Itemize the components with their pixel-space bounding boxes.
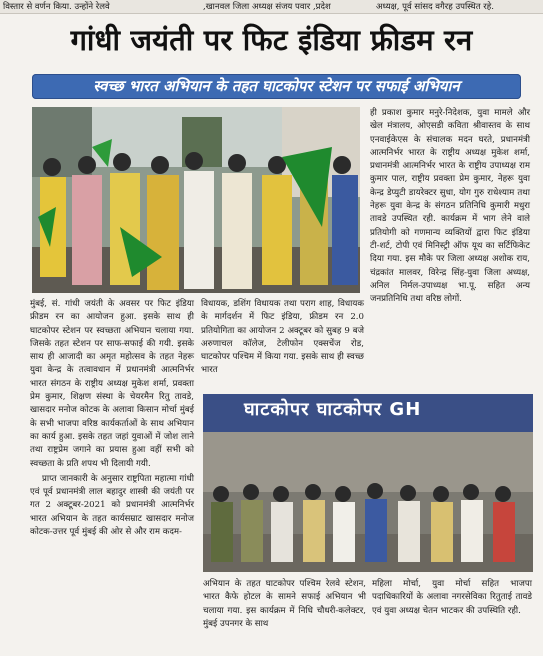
strip-text-left: विस्तार से वर्णन किया. उन्होंने रेलवे: [3, 2, 110, 12]
bottom-right-paragraph: महिला मोर्चा, युवा मोर्चा सहित भाजपा पदाधिकारियों के अलावा नगरसेविका रितुताई तावडे एवं युवा अध्यक्ष चेतन भाटकर की उपस्थिति रही.: [372, 579, 532, 616]
flag-off-photo: [32, 107, 360, 293]
strip-text-right: अध्यक्ष, पूर्व सांसद वगैरह उपस्थित रहे.: [376, 2, 494, 12]
flag-off-photo-image: [32, 107, 360, 293]
bottom-middle-paragraph: अभियान के तहत घाटकोपर पश्चिम रेलवे स्टेशन, भारत कैफे होटल के सामने सफाई अभियान भी चलाया गया. इस कार्यक्रम में निधि चौधरी-कलेक्टर, मुंबई उपनगर के साथ: [203, 579, 366, 629]
station-sign-text: घाटकोपर घाटकोपर GH: [244, 399, 422, 420]
second-paragraph: प्राप्त जानकारी के अनुसार राष्ट्रपिता महात्मा गांधी एवं पूर्व प्रधानमंत्री लाल बहादुर शास्त्री की जयंती पर गत 2 अक्टूबर-2021 को प्रधानमंत्री आत्मनिर्भर भारत अभियान के तहत कार्यसम्राट खासदार मनोज कोटक-उत्तर पूर्व मुंबई की ओर से और राम कदम-: [30, 473, 194, 538]
bottom-right-column: [372, 578, 532, 620]
strip-text-middle: ,खानवल जिला अध्यक्ष संजय पवार ,प्रदेश: [203, 2, 331, 12]
subheadline-banner: स्वच्छ भारत अभियान के तहत घाटकोपर स्टेशन पर सफाई अभियान: [32, 74, 521, 99]
right-top-column: [370, 107, 530, 308]
bottom-middle-column: [203, 578, 366, 633]
middle-paragraph: विधायक, डशिंग विधायक तथा पराग शाह, विधायक के मार्गदर्शन में फिट इंडिया, फ्रीडम रन 2.0 प्रतियोगिता का आयोजन 2 अक्टूबर को सुबह 9 बजे अरुणाचल कॉलेज, टेलीफोन एक्सचेंज रोड, घाटकोपर पश्चिम में किया गया. इसके साथ ही स्वच्छ भारत: [201, 299, 364, 376]
left-main-column: [30, 298, 194, 541]
middle-column: [201, 298, 364, 380]
headline: गांधी जयंती पर फिट इंडिया फ्रीडम रन: [70, 23, 473, 57]
previous-article-strip: [0, 0, 543, 14]
right-top-paragraph: ही प्रकाश कुमार मनुरे-निदेशक, युवा मामले और खेल मंत्रालय, ओएसडी कविता श्रीवास्तव के साथ एनवाईकेएस के संचालक मदन घरते, प्रधानमंत्री आत्मनिर्भर भारत के राष्ट्रीय अध्यक्ष मुकेश शर्मा, प्रधानमंत्री आत्मनिर्भर भारत के राष्ट्रीय उपाध्यक्ष राम कुमार पाल, राष्ट्रीय प्रवक्ता प्रेम कुमार, नेहरू युवा केन्द्र डेप्युटी डायरेक्टर सुधा, योग गुरु राधेश्याम तथा नेहरू युवा केन्द्र के संगठन प्रतिनिधि कुमारी मधुरा तावडे उपस्थित रही. कार्यक्रम में भाग लेने वाले प्रतियोगी को गणमान्य व्यक्तियों द्वारा फिट इंडिया टी-शर्ट, टोपी एवं मिनिस्ट्री ऑफ यूथ का सर्टिफिकेट दिया गया. इस मौके पर जिला अध्यक्ष अशोक राय, चंद्रकांत मालवर, विरेन्द्र सिंह-युवा जिला अध्यक्ष, अनिल निर्मल-उपाध्यक्ष भा.पू. सहित अन्य जनप्रतिनिधि तथा वरिष्ठ लोगों.: [370, 108, 530, 305]
lead-paragraph: मुंबई, सं. गांधी जयंती के अवसर पर फिट इंडिया फ्रीडम रन का आयोजन हुआ. इसके साथ ही घाटकोपर स्टेशन पर स्वच्छता अभियान चलाया गया. जिसके तहत स्टेशन पर साफ-सफाई की गयी. इसके साथ ही आजादी का अमृत महोत्सव के तहत नेहरू युवा केन्द्र के तत्वावधान में प्रधानमंत्री आत्मनिर्भर भारत संगठन के राष्ट्रीय अध्यक्ष मुकेश शर्मा, प्रवक्ता प्रेम कुमार, शिक्षण संस्था के चेयरमैन रितु तावडे, खासदार मनोज कोटक के अलावा किसान मोर्चा मुंबई के सभी भाजपा वरिष्ठ कार्यकर्ताओं के साथ अभियान का कार्य हुआ. इसके तहत जहां युवाओं में जोश लाने तथा राष्ट्रप्रेम जगाने का प्रयास हुआ वहीं सभी को स्वच्छता के प्रति शपथ भी दिलायी गयी.: [30, 299, 194, 469]
